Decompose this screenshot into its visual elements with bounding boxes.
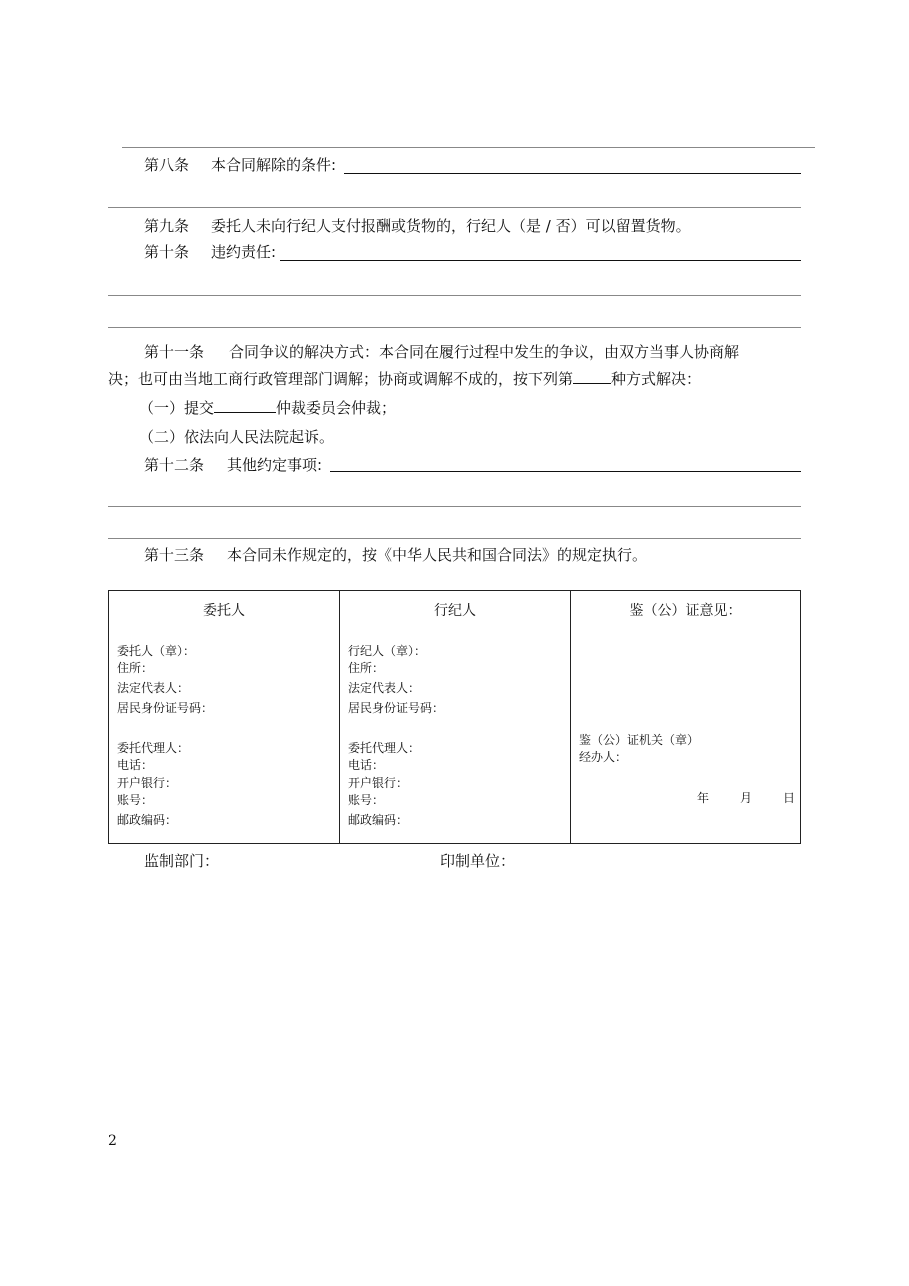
principal-account-field[interactable]: 账号： — [117, 793, 154, 807]
article-8-blank[interactable] — [344, 173, 801, 174]
page-number: 2 — [108, 1133, 117, 1149]
top-rule — [122, 147, 815, 148]
article-10-label: 第十条 — [144, 243, 190, 261]
date-day: 日 — [783, 791, 796, 805]
broker-postcode-field[interactable]: 邮政编码： — [348, 813, 409, 827]
broker-cell — [340, 591, 571, 844]
broker-agent-field[interactable]: 委托代理人： — [348, 741, 421, 755]
divider — [108, 207, 801, 208]
notary-handler-field[interactable]: 经办人： — [579, 750, 628, 764]
supervisor-label: 监制部门： — [144, 852, 220, 870]
article-11-text: 合同争议的解决方式：本合同在履行过程中发生的争议，由双方当事人协商解 — [229, 343, 740, 361]
divider — [108, 538, 801, 539]
divider — [108, 327, 801, 328]
principal-legal-rep-field[interactable]: 法定代表人： — [117, 681, 190, 695]
principal-seal-field[interactable]: 委托人（章）： — [117, 644, 196, 658]
notarization-title: 鉴（公）证意见： — [629, 603, 742, 619]
arbitration-committee-blank[interactable] — [214, 398, 276, 413]
signature-table — [108, 590, 801, 844]
broker-id-field[interactable]: 居民身份证号码： — [348, 701, 445, 715]
option-2: （二）依法向人民法院起诉。 — [139, 428, 335, 446]
article-10-text: 违约责任: — [211, 243, 277, 261]
article-11-label: 第十一条 — [144, 343, 205, 361]
article-12-text: 其他约定事项: — [227, 456, 323, 474]
principal-bank-field[interactable]: 开户银行： — [117, 776, 178, 790]
broker-phone-field[interactable]: 电话： — [348, 758, 385, 772]
article-8-label: 第八条 — [144, 156, 190, 174]
broker-address-field[interactable]: 住所： — [348, 661, 385, 675]
date-month: 月 — [740, 791, 753, 805]
printer-label: 印制单位： — [440, 852, 516, 870]
option-1 — [139, 398, 396, 418]
principal-postcode-field[interactable]: 邮政编码： — [117, 813, 178, 827]
broker-seal-field[interactable]: 行纪人（章）： — [348, 644, 427, 658]
article-10-blank[interactable] — [280, 260, 801, 261]
principal-cell — [109, 591, 340, 844]
divider — [108, 506, 801, 507]
broker-legal-rep-field[interactable]: 法定代表人： — [348, 681, 421, 695]
principal-id-field[interactable]: 居民身份证号码： — [117, 701, 214, 715]
article-12-blank[interactable] — [330, 471, 801, 472]
article-11-cont-post: 种方式解决： — [611, 370, 702, 388]
article-9-label: 第九条 — [144, 217, 190, 235]
principal-agent-field[interactable]: 委托代理人： — [117, 741, 190, 755]
article-8-text: 本合同解除的条件: — [211, 156, 337, 174]
article-13-text: 本合同未作规定的，按《中华人民共和国合同法》的规定执行。 — [227, 546, 648, 564]
article-12-label: 第十二条 — [144, 456, 205, 474]
article-13-label: 第十三条 — [144, 546, 205, 564]
notary-agency-field[interactable]: 鉴（公）证机关（章） — [579, 733, 700, 747]
broker-bank-field[interactable]: 开户银行： — [348, 776, 409, 790]
option-1-pre: （一）提交 — [139, 399, 215, 417]
option-1-post: 仲裁委员会仲裁； — [276, 399, 397, 417]
notarization-cell — [571, 591, 801, 844]
method-number-blank[interactable] — [573, 369, 611, 384]
principal-address-field[interactable]: 住所： — [117, 661, 154, 675]
divider — [108, 295, 801, 296]
principal-phone-field[interactable]: 电话： — [117, 758, 154, 772]
article-11-continuation — [108, 369, 701, 389]
date-year: 年 — [697, 791, 710, 805]
article-9-text: 委托人未向行纪人支付报酬或货物的，行纪人（是 / 否）可以留置货物。 — [211, 217, 691, 235]
broker-account-field[interactable]: 账号： — [348, 793, 385, 807]
principal-title: 委托人 — [203, 603, 245, 619]
broker-title: 行纪人 — [434, 603, 476, 619]
article-11-cont-pre: 决；也可由当地工商行政管理部门调解；协商或调解不成的，按下列第 — [108, 370, 574, 388]
